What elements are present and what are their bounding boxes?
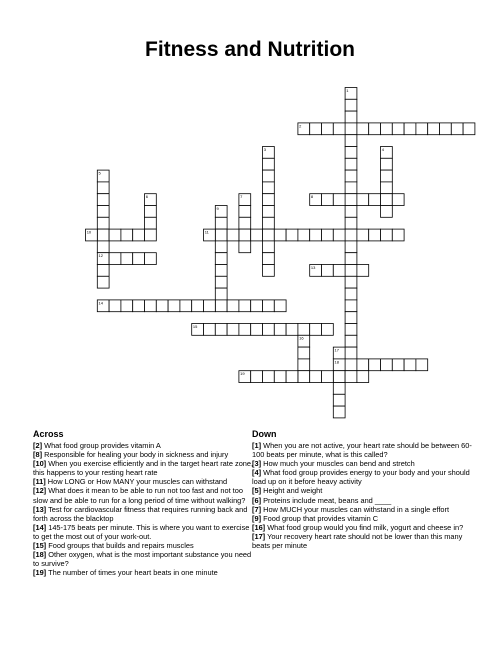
- grid-number: 2: [299, 123, 302, 129]
- grid-cell: [381, 359, 393, 371]
- grid-cell: [133, 300, 145, 312]
- grid-cell: [345, 194, 357, 206]
- grid-cell: [357, 359, 369, 371]
- down-clue: [252, 523, 474, 532]
- clue-text: Food groups that builds and repairs muscles: [46, 541, 194, 551]
- down-clue: [252, 532, 474, 550]
- grid-cell: [345, 359, 357, 371]
- clue-number: [16]: [252, 522, 266, 532]
- grid-cell: [345, 324, 357, 336]
- grid-cell: [286, 324, 298, 336]
- clue-number: [8]: [33, 450, 43, 460]
- grid-cell: [145, 206, 157, 218]
- clue-text: When you exercise efficiently and in the target heart rate zone, this happens to your resting heart rate: [33, 459, 254, 478]
- grid-cell: [263, 217, 275, 229]
- grid-cell: [381, 206, 393, 218]
- grid-cell: [369, 194, 381, 206]
- across-clue: [33, 450, 255, 459]
- grid-cell: [121, 229, 133, 241]
- grid-cell: [345, 135, 357, 147]
- grid-cell: [251, 229, 263, 241]
- grid-cell: [369, 359, 381, 371]
- clue-text: How MUCH your muscles can withstand in a single effort: [261, 504, 450, 514]
- grid-cell: [263, 206, 275, 218]
- grid-number: 10: [86, 229, 92, 235]
- grid-cell: [322, 194, 334, 206]
- grid-cell: [239, 206, 251, 218]
- grid-cell: [251, 324, 263, 336]
- grid-cell: [97, 217, 109, 229]
- clue-number: [10]: [33, 459, 47, 469]
- grid-cell: [263, 194, 275, 206]
- grid-cell: [215, 300, 227, 312]
- grid-cell: [180, 300, 192, 312]
- grid-cell: [310, 123, 322, 135]
- grid-number: 11: [204, 229, 209, 235]
- grid-cell: [310, 371, 322, 383]
- grid-cell: [263, 229, 275, 241]
- clue-number: [12]: [33, 486, 47, 496]
- grid-cell: [263, 241, 275, 253]
- grid-cell: [145, 217, 157, 229]
- clue-text: What food group provides energy to your body and your should load up on it before heavy activity: [252, 468, 470, 487]
- grid-cell: [204, 300, 216, 312]
- grid-number: 7: [240, 194, 243, 200]
- grid-cell: [239, 324, 251, 336]
- clue-text: What food group would you find milk, yogurt and cheese in?: [265, 522, 464, 532]
- grid-cell: [192, 300, 204, 312]
- grid-cell: [263, 253, 275, 265]
- grid-number: 3: [263, 146, 266, 152]
- clue-text: The number of times your heart beats in one minute: [46, 568, 218, 578]
- grid-cell: [97, 276, 109, 288]
- clue-text: Test for cardiovascular fitness that requires running back and forth across the blacktop: [33, 504, 248, 523]
- grid-cell: [333, 194, 345, 206]
- grid-cell: [345, 253, 357, 265]
- clue-number: [9]: [252, 513, 262, 523]
- page-title: Fitness and Nutrition: [145, 38, 355, 61]
- grid-cell: [357, 265, 369, 277]
- grid-cell: [381, 158, 393, 170]
- grid-number: 17: [334, 347, 339, 353]
- across-heading: Across: [33, 429, 64, 439]
- grid-cell: [392, 123, 404, 135]
- grid-cell: [404, 359, 416, 371]
- grid-cell: [345, 241, 357, 253]
- down-clue: [252, 505, 474, 514]
- grid-cell: [381, 229, 393, 241]
- grid-number: 13: [310, 264, 316, 270]
- grid-cell: [333, 371, 345, 383]
- grid-cell: [345, 347, 357, 359]
- grid-cell: [263, 265, 275, 277]
- grid-cell: [333, 394, 345, 406]
- grid-cell: [274, 324, 286, 336]
- clue-number: [5]: [252, 486, 262, 496]
- clue-number: [1]: [252, 441, 262, 450]
- grid-cell: [345, 158, 357, 170]
- grid-cell: [109, 229, 121, 241]
- across-clue: [33, 459, 255, 477]
- grid-cell: [215, 217, 227, 229]
- grid-cell: [322, 265, 334, 277]
- grid-cell: [215, 253, 227, 265]
- across-clue: [33, 568, 255, 577]
- clue-text: Other oxygen, what is the most important substance you need to survive?: [33, 550, 252, 569]
- down-clue: [252, 514, 474, 523]
- clue-number: [19]: [33, 568, 47, 578]
- grid-cell: [274, 300, 286, 312]
- clue-text: Height and weight: [261, 486, 323, 496]
- grid-cell: [121, 300, 133, 312]
- grid-cell: [215, 229, 227, 241]
- clue-text: Responsible for healing your body in sickness and injury: [42, 450, 229, 460]
- grid-cell: [451, 123, 463, 135]
- grid-cell: [286, 371, 298, 383]
- grid-cell: [310, 324, 322, 336]
- clue-text: How LONG or How MANY your muscles can withstand: [45, 477, 228, 487]
- grid-cell: [156, 300, 168, 312]
- grid-cell: [333, 265, 345, 277]
- grid-cell: [322, 229, 334, 241]
- grid-cell: [392, 194, 404, 206]
- grid-cell: [345, 206, 357, 218]
- grid-cell: [109, 253, 121, 265]
- across-clue-list: [33, 441, 255, 577]
- grid-cell: [322, 123, 334, 135]
- grid-cell: [416, 359, 428, 371]
- grid-cell: [345, 276, 357, 288]
- across-clue: [33, 523, 255, 541]
- grid-cell: [345, 217, 357, 229]
- clue-number: [3]: [252, 459, 262, 469]
- clue-number: [14]: [33, 522, 47, 532]
- down-clue: [252, 486, 474, 495]
- grid-cell: [345, 147, 357, 159]
- grid-cell: [381, 182, 393, 194]
- grid-cell: [97, 265, 109, 277]
- grid-cell: [322, 371, 334, 383]
- down-clue: [252, 441, 474, 459]
- grid-cell: [381, 123, 393, 135]
- grid-cell: [239, 241, 251, 253]
- grid-cell: [345, 123, 357, 135]
- grid-cell: [227, 229, 239, 241]
- grid-number: 16: [299, 335, 304, 341]
- grid-cell: [97, 241, 109, 253]
- grid-cell: [392, 229, 404, 241]
- grid-cell: [357, 194, 369, 206]
- grid-cell: [428, 123, 440, 135]
- grid-cell: [333, 383, 345, 395]
- grid-cell: [215, 288, 227, 300]
- grid-cell: [97, 229, 109, 241]
- grid-cell: [97, 194, 109, 206]
- grid-cell: [345, 300, 357, 312]
- grid-cell: [369, 123, 381, 135]
- grid-cell: [416, 123, 428, 135]
- down-clue: [252, 468, 474, 486]
- grid-cell: [345, 335, 357, 347]
- grid-cell: [404, 123, 416, 135]
- grid-cell: [345, 99, 357, 111]
- grid-number: 6: [145, 194, 148, 200]
- grid-number: 18: [334, 359, 339, 365]
- grid-cell: [274, 229, 286, 241]
- grid-cell: [357, 371, 369, 383]
- clue-text: Your recovery heart rate should not be lower than this many beats per minute: [252, 531, 463, 551]
- grid-cell: [168, 300, 180, 312]
- grid-cell: [381, 170, 393, 182]
- grid-cell: [298, 347, 310, 359]
- clue-number: [7]: [252, 504, 262, 514]
- grid-cell: [333, 123, 345, 135]
- clue-text: When you are not active, your heart rate should be between 60-100 beats per minute, what is this called?: [252, 441, 472, 460]
- grid-cell: [97, 182, 109, 194]
- clue-text: 145-175 beats per minute. This is where you want to exercise to get the most out of your work-out.: [33, 522, 250, 541]
- grid-cell: [263, 182, 275, 194]
- clue-number: [4]: [252, 468, 262, 478]
- grid-cell: [298, 229, 310, 241]
- grid-cell: [345, 182, 357, 194]
- grid-number: 4: [381, 146, 384, 152]
- down-clue: [252, 496, 474, 505]
- grid-cell: [121, 253, 133, 265]
- grid-cell: [145, 300, 157, 312]
- grid-cell: [298, 371, 310, 383]
- grid-cell: [298, 359, 310, 371]
- grid-cell: [345, 265, 357, 277]
- across-clue: [33, 541, 255, 550]
- grid-cell: [215, 241, 227, 253]
- grid-cell: [345, 371, 357, 383]
- across-clue: [33, 477, 255, 486]
- grid-number: 14: [98, 300, 103, 306]
- clue-number: [15]: [33, 541, 47, 551]
- clue-number: [13]: [33, 504, 47, 514]
- grid-number: 8: [310, 194, 314, 200]
- grid-cell: [204, 324, 216, 336]
- grid-cell: [109, 300, 121, 312]
- grid-cell: [357, 229, 369, 241]
- grid-cell: [310, 229, 322, 241]
- clue-number: [6]: [252, 495, 262, 505]
- clue-text: Food group that provides vitamin C: [261, 513, 379, 523]
- grid-cell: [298, 324, 310, 336]
- grid-number: 1: [346, 87, 349, 93]
- grid-cell: [263, 300, 275, 312]
- grid-cell: [97, 206, 109, 218]
- grid-cell: [274, 371, 286, 383]
- clue-text: Proteins include meat, beans and ____: [261, 495, 392, 505]
- grid-cell: [333, 229, 345, 241]
- grid-number: 9: [216, 205, 219, 211]
- grid-cell: [392, 359, 404, 371]
- grid-cell: [345, 229, 357, 241]
- grid-cell: [215, 265, 227, 277]
- clue-number: [2]: [33, 441, 43, 450]
- grid-cell: [145, 229, 157, 241]
- grid-cell: [133, 253, 145, 265]
- grid-cell: [263, 170, 275, 182]
- grid-number: 12: [98, 253, 103, 259]
- clue-number: [11]: [33, 477, 46, 487]
- grid-cell: [357, 123, 369, 135]
- grid-cell: [263, 371, 275, 383]
- grid-cell: [133, 229, 145, 241]
- grid-number: 5: [98, 170, 101, 176]
- down-clue: [252, 459, 474, 468]
- grid-number: 15: [192, 323, 198, 329]
- grid-cell: [333, 406, 345, 418]
- grid-cell: [345, 312, 357, 324]
- grid-cell: [322, 324, 334, 336]
- grid-number: 19: [240, 371, 245, 377]
- across-clue: [33, 505, 255, 523]
- grid-cell: [251, 371, 263, 383]
- grid-cell: [263, 324, 275, 336]
- clue-text: How much your muscles can bend and stretch: [261, 459, 415, 469]
- clue-text: What food group provides vitamin A: [42, 441, 161, 450]
- grid-cell: [215, 276, 227, 288]
- across-clue: [33, 550, 255, 568]
- grid-cell: [251, 300, 263, 312]
- grid-cell: [227, 324, 239, 336]
- clue-number: [17]: [252, 531, 266, 541]
- across-clue: [33, 486, 255, 504]
- grid-cell: [239, 300, 251, 312]
- grid-cell: [345, 111, 357, 123]
- clue-number: [18]: [33, 550, 47, 560]
- grid-cell: [286, 229, 298, 241]
- grid-cell: [381, 194, 393, 206]
- grid-cell: [345, 288, 357, 300]
- grid-cell: [239, 217, 251, 229]
- down-heading: Down: [252, 429, 277, 439]
- grid-cell: [369, 229, 381, 241]
- grid-cell: [263, 158, 275, 170]
- grid-cell: [345, 170, 357, 182]
- grid-cell: [239, 229, 251, 241]
- clue-text: What does it mean to be able to run not too fast and not too slow and be able to run for a long period of time without walking?: [33, 486, 246, 505]
- grid-cell: [463, 123, 475, 135]
- grid-cell: [145, 253, 157, 265]
- across-clue: [33, 441, 255, 450]
- grid-cell: [440, 123, 452, 135]
- grid-cell: [227, 300, 239, 312]
- grid-cell: [215, 324, 227, 336]
- down-clue-list: [252, 441, 474, 550]
